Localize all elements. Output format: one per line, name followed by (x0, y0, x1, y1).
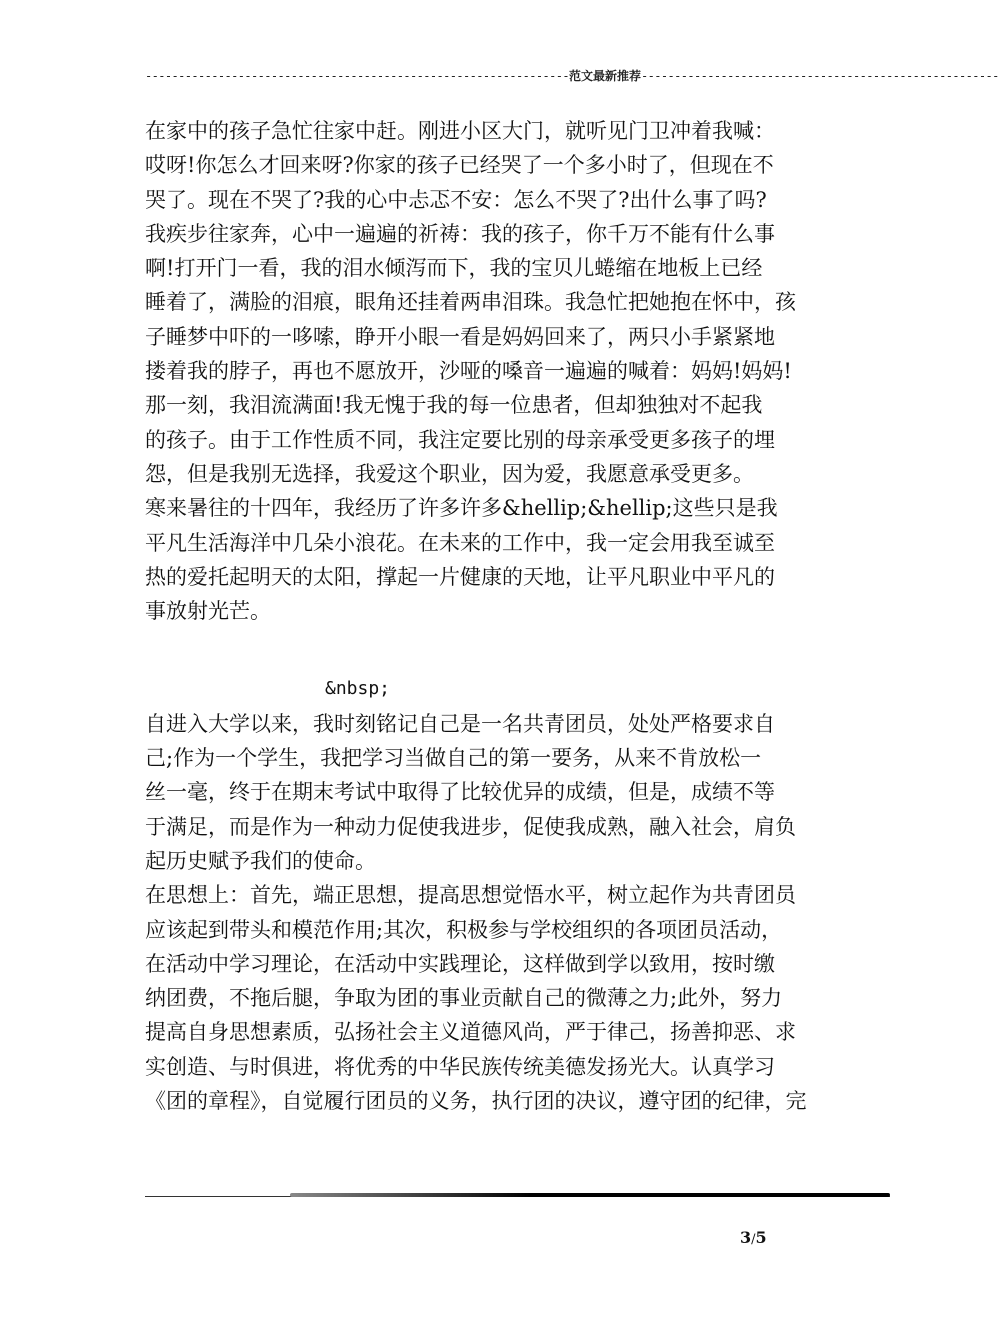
text-line: 子睡梦中吓的一哆嗦，睁开小眼一看是妈妈回来了，两只小手紧紧地 (145, 324, 775, 349)
page-current: 3 (740, 1228, 752, 1247)
page-total: 5 (755, 1228, 767, 1247)
header-title: 范文最新推荐 (568, 69, 641, 83)
text-line: 于满足，而是作为一种动力促使我进步，促使我成熟，融入社会，肩负 (145, 814, 796, 839)
text-line: 己;作为一个学生，我把学习当做自己的第一要务，从来不肯放松一 (145, 746, 762, 771)
text-line: 提高自身思想素质，弘扬社会主义道德风尚，严于律己，扬善抑恶、求 (145, 1020, 796, 1045)
text-line: 起历史赋予我们的使命。 (145, 848, 376, 873)
text-line: 纳团费，不拖后腿，争取为团的事业贡献自己的微薄之力;此外，努力 (145, 986, 783, 1011)
text-line: 啊!打开门一看，我的泪水倾泻而下，我的宝贝儿蜷缩在地板上已经 (145, 256, 763, 281)
paragraph-gap (145, 628, 825, 672)
page-header (145, 66, 999, 86)
nbsp-entity-line: &nbsp; (325, 678, 391, 700)
text-line: 怨，但是我别无选择，我爱这个职业，因为爱，我愿意承受更多。 (145, 461, 754, 486)
paragraph-block-2 (145, 707, 825, 1119)
text-line: 《团的章程》，自觉履行团员的义务，执行团的决议，遵守团的纪律，完 (145, 1089, 807, 1114)
text-line: 热的爱托起明天的太阳，撑起一片健康的天地，让平凡职业中平凡的 (145, 564, 775, 589)
footer-divider-thick (290, 1193, 890, 1197)
text-line: 实创造、与时俱进，将优秀的中华民族传统美德发扬光大。认真学习 (145, 1054, 775, 1079)
paragraph-block-1 (145, 114, 825, 628)
text-line: 在家中的孩子急忙往家中赶。刚进小区大门，就听见门卫冲着我喊： (145, 119, 775, 143)
text-line: 在活动中学习理论，在活动中实践理论，这样做到学以致用，按时缴 (145, 951, 775, 976)
text-line: 的孩子。由于工作性质不同，我注定要比别的母亲承受更多孩子的埋 (145, 427, 775, 452)
text-line: 那一刻，我泪流满面!我无愧于我的每一位患者，但却独独对不起我 (145, 393, 763, 418)
text-line: 平凡生活海洋中几朵小浪花。在未来的工作中，我一定会用我至诚至 (145, 530, 775, 555)
text-line: 在思想上：首先，端正思想，提高思想觉悟水平，树立起作为共青团员 (145, 883, 796, 908)
text-line: 哎呀!你怎么才回来呀?你家的孩子已经哭了一个多小时了，但现在不 (145, 153, 774, 178)
page-separator: / (751, 1232, 756, 1247)
header-rule-right: ------------------------------------------------------ (641, 69, 999, 83)
footer-divider (145, 1193, 890, 1199)
text-line: 哭了。现在不哭了?我的心中忐忑不安：怎么不哭了?出什么事了吗? (145, 187, 767, 212)
header-rule-left: ---------------------------------------------------------------- (145, 69, 569, 83)
text-line: 自进入大学以来，我时刻铭记自己是一名共青团员，处处严格要求自 (145, 711, 775, 736)
text-line: 事放射光芒。 (145, 599, 271, 624)
text-line: 寒来暑往的十四年，我经历了许多许多&hellip;&hellip;这些只是我 (145, 496, 778, 521)
text-line: 睡着了，满脸的泪痕，眼角还挂着两串泪珠。我急忙把她抱在怀中，孩 (145, 290, 796, 315)
text-line: 我疾步往家奔，心中一遍遍的祈祷：我的孩子，你千万不能有什么事 (145, 221, 775, 246)
text-line: 丝一毫，终于在期末考试中取得了比较优异的成绩，但是，成绩不等 (145, 780, 775, 805)
page-number (740, 1228, 840, 1247)
text-line: 应该起到带头和模范作用;其次，积极参与学校组织的各项团员活动， (145, 917, 783, 942)
document-body (145, 114, 825, 1118)
text-line: 搂着我的脖子，再也不愿放开，沙哑的嗓音一遍遍的喊着：妈妈!妈妈! (145, 359, 792, 384)
